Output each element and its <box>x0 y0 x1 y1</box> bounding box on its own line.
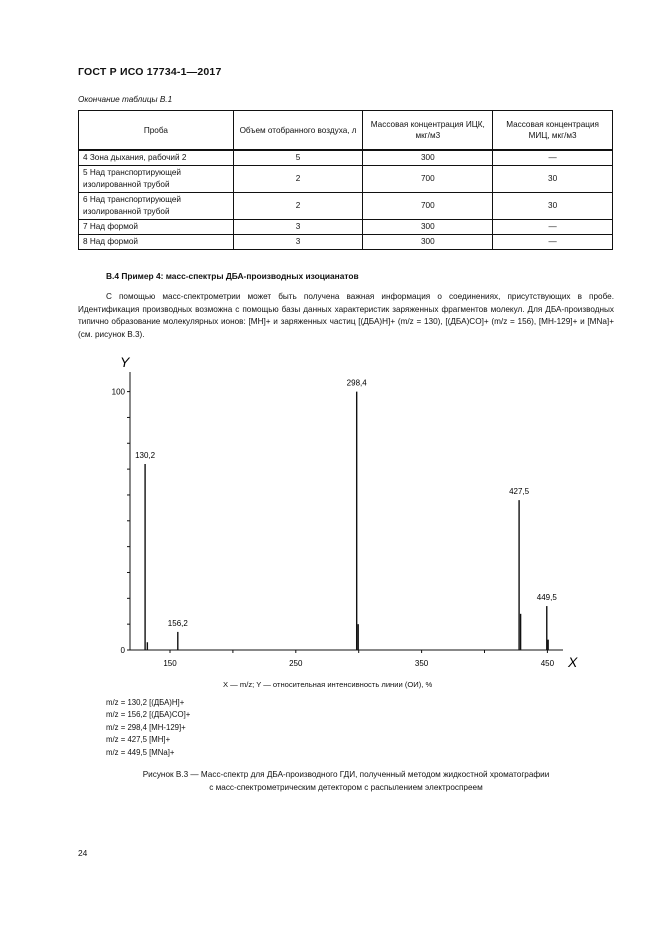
assignment-line: m/z = 156,2 [(ДБА)CO]+ <box>106 710 191 720</box>
cell-volume: 3 <box>233 235 363 250</box>
cell-mic: — <box>493 235 613 250</box>
peak-label: 298,4 <box>346 378 367 388</box>
cell-volume: 2 <box>233 166 363 193</box>
cell-mic: — <box>493 150 613 166</box>
table-caption: Окончание таблицы В.1 <box>78 95 173 104</box>
table-row <box>79 166 613 193</box>
x-tick-label: 350 <box>414 659 429 668</box>
peak-label: 427,5 <box>509 487 530 497</box>
table-row <box>79 235 613 250</box>
x-tick-label: 250 <box>289 659 303 668</box>
x-tick-label: 450 <box>540 659 555 668</box>
table-row <box>79 193 613 220</box>
cell-probe: 5 Над транспортирующей изолированной трубой <box>79 166 234 193</box>
cell-volume: 5 <box>233 150 363 166</box>
ion-assignments <box>106 697 190 759</box>
cell-volume: 2 <box>233 193 363 220</box>
cell-ick: 700 <box>363 166 493 193</box>
axis-caption: X — m/z; Y — относительная интенсивность линии (ОИ), % <box>223 680 433 689</box>
cell-ick: 300 <box>363 235 493 250</box>
peak-label: 449,5 <box>536 593 557 603</box>
y-axis-label: Y <box>120 354 130 370</box>
cell-probe: 4 Зона дыхания, рабочий 2 <box>79 150 234 166</box>
document-header: ГОСТ Р ИСО 17734-1—2017 <box>78 66 222 78</box>
table-header-row <box>79 111 613 151</box>
mass-spectrum-chart <box>0 345 661 677</box>
paragraph-text: С помощью масс-спектрометрии может быть получена важная информация о соединениях, присутствующих в пробе. Идентификация производных возможна с помощью базы данных характеристик заряженных фрагментов молекул. Для ДБА-производных типично образование молекулярных ионов: [MH]+ и заряженных частиц [(ДБА)H]+ (m/z = 130), [(ДБА)CO]+ (m/z = 156), [MH-129]+ и [MNa]+ (см. рисунок В.3). <box>78 292 614 339</box>
sampling-table <box>78 110 613 250</box>
x-axis-label: X <box>568 654 578 670</box>
cell-mic: 30 <box>493 166 613 193</box>
cell-ick: 700 <box>363 193 493 220</box>
cell-probe: 7 Над формой <box>79 220 234 235</box>
figure-caption <box>78 768 614 794</box>
cell-ick: 300 <box>363 220 493 235</box>
column-header-ick: Массовая концентрация ИЦК, мкг/м3 <box>363 111 493 151</box>
y-tick-label: 0 <box>120 646 125 655</box>
assignment-line: m/z = 449,5 [MNa]+ <box>106 747 175 757</box>
page-number: 24 <box>78 848 88 858</box>
section-title: В.4 Пример 4: масс-спектры ДБА-производных изоцианатов <box>106 271 359 281</box>
assignment-line: m/z = 427,5 [MH]+ <box>106 735 171 745</box>
cell-probe: 6 Над транспортирующей изолированной трубой <box>79 193 234 220</box>
cell-probe: 8 Над формой <box>79 235 234 250</box>
cell-ick: 300 <box>363 150 493 166</box>
assignment-line: m/z = 298,4 [MH-129]+ <box>106 722 186 732</box>
figure-caption-line: Рисунок В.3 — Масс-спектр для ДБА-производного ГДИ, полученный методом жидкостной хроматографии <box>142 770 550 779</box>
cell-volume: 3 <box>233 220 363 235</box>
body-paragraph <box>78 291 614 341</box>
column-header-mic: Массовая концентрация МИЦ, мкг/м3 <box>493 111 613 151</box>
x-tick-label: 150 <box>163 659 177 668</box>
peak-label: 156,2 <box>167 618 188 628</box>
cell-mic: — <box>493 220 613 235</box>
cell-mic: 30 <box>493 193 613 220</box>
peak-label: 130,2 <box>135 450 156 460</box>
table-row <box>79 150 613 166</box>
column-header-volume: Объем отобранного воздуха, л <box>233 111 363 151</box>
table-row <box>79 220 613 235</box>
assignment-line: m/z = 130,2 [(ДБА)H]+ <box>106 698 185 707</box>
y-tick-label: 100 <box>111 387 125 397</box>
column-header-probe: Проба <box>79 111 234 151</box>
figure-caption-line: с масс-спектрометрическим детектором с распылением электроспреем <box>209 783 483 792</box>
